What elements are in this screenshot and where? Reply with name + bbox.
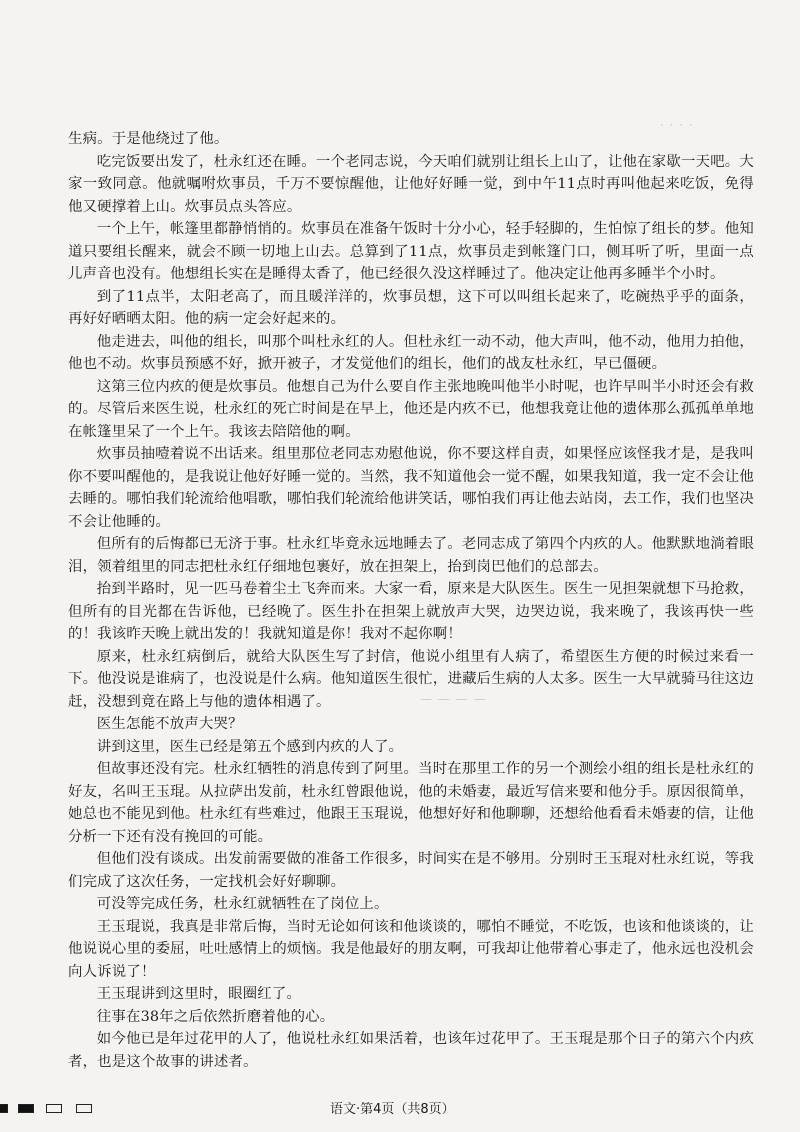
paragraph: 原来，杜永红病倒后，就给大队医生写了封信，他说小组里有人病了，希望医生方便的时候过来看一下。他没说是谁病了，也没说是什么病。他知道医生很忙，进藏后生病的人太多。医生一大早就骑马往这边赶，没想到竟在路上与他的遗体相遇了。 [68, 648, 754, 710]
registration-mark [0, 1104, 8, 1113]
story-text [68, 128, 754, 1073]
registration-mark [76, 1104, 92, 1113]
paragraph: 王玉琨讲到这里时，眼圈红了。 [96, 986, 302, 1002]
paragraph: 一个上午，帐篷里都静悄悄的。炊事员在准备午饭时十分小心，轻手轻脚的，生怕惊了组长的梦。他知道只要组长醒来，就会不顾一切地上山去。总算到了11点，炊事员走到帐篷门口，侧耳听了听，里面一点儿声音也没有。他想组长实在是睡得太香了，他已经很久没这样睡过了。他决定让他再多睡半个小时。 [68, 221, 754, 282]
page-number: 语文·第4页（共8页） [330, 1102, 455, 1117]
paragraph: 如今他已是年过花甲的人了，他说杜永红如果活着，也该年过花甲了。王玉琨是那个日子的第六个内疚者，也是这个故事的讲述者。 [68, 1031, 754, 1070]
paragraph: 吃完饭要出发了，杜永红还在睡。一个老同志说，今天咱们就别让组长上山了，让他在家歇一天吧。大家一致同意。他就嘱咐炊事员，千万不要惊醒他，让他好好睡一觉，到中午11点时再叫他起来吃饭，免得他又硬撑着上山。炊事员点头答应。 [68, 153, 754, 215]
paragraph: 到了11点半，太阳老高了，而且暖洋洋的，炊事员想，这下可以叫组长起来了，吃碗热乎乎的面条，再好好晒晒太阳。他的病一定会好起来的。 [68, 288, 754, 327]
paragraph: 王玉琨说，我真是非常后悔，当时无论如何该和他谈谈的，哪怕不睡觉，不吃饭，也该和他谈谈的，让他说说心里的委屈，吐吐感情上的烦恼。我是他最好的朋友啊，可我却让他带着心事走了，他永远也没机会向人诉说了！ [68, 918, 754, 980]
paragraph: 但故事还没有完。杜永红牺牲的消息传到了阿里。当时在那里工作的另一个测绘小组的组长是杜永红的好友，名叫王玉琨。从拉萨出发前，杜永红曾跟他说，他的未婚妻，最近写信来要和他分手。原因很简单，她总也不能见到他。杜永红有些难过，他跟王玉琨说，他想好好和他聊聊，还想给他看看未婚妻的信，让他分析一下还有没有挽回的可能。 [68, 761, 754, 845]
paragraph: 抬到半路时，见一匹马卷着尘土飞奔而来。大家一看，原来是大队医生。医生一见担架就想下马抢救，但所有的目光都在告诉他，已经晚了。医生扑在担架上就放声大哭，边哭边说，我来晚了，我该再快一些的！我该昨天晚上就出发的！我就知道是你！我对不起你啊！ [68, 581, 754, 642]
paragraph: 可没等完成任务，杜永红就牺牲在了岗位上。 [96, 896, 389, 912]
paragraph: 但他们没有谈成。出发前需要做的准备工作很多，时间实在是不够用。分别时王玉琨对杜永红说，等我们完成了这次任务，一定找机会好好聊聊。 [68, 851, 754, 890]
paragraph: 他走进去，叫他的组长，叫那个叫杜永红的人。但杜永红一动不动，他大声叫，他不动，他用力拍他，他也不动。炊事员预感不好，掀开被子，才发觉他们的组长，他们的战友杜永红，早已僵硬。 [68, 333, 754, 372]
bleed-through-mark: · · · · [660, 118, 694, 132]
page-footer [0, 1098, 800, 1118]
paragraph: 这第三位内疚的便是炊事员。他想自己为什么要自作主张地晚叫他半小时呢，也许早叫半小时还会有救的。尽管后来医生说，杜永红的死亡时间是在早上，他还是内疚不已，他想我竟让他的遗体那么孤孤单单地在帐篷里呆了一个上午。我该去陪陪他的啊。 [68, 378, 754, 440]
paragraph: 医生怎能不放声大哭？ [96, 716, 243, 732]
paragraph: 往事在38年之后依然折磨着他的心。 [96, 1008, 335, 1025]
paragraph: 生病。于是他绕过了他。 [68, 131, 229, 147]
paragraph: 炊事员抽噎着说不出话来。组里那位老同志劝慰他说，你不要这样自责，如果怪应该怪我才是，是我叫你不要叫醒他的，是我说让他好好睡一觉的。当然，我不知道他会一觉不醒，如果我知道，我一定不会让他去睡的。哪怕我们轮流给他唱歌，哪怕我们轮流给他讲笑话，哪怕我们再让他去站岗，去工作，我们也坚决不会让他睡的。 [68, 446, 754, 530]
paragraph: 讲到这里，医生已经是第五个感到内疚的人了。 [96, 738, 404, 755]
registration-mark [46, 1104, 62, 1113]
registration-mark [18, 1104, 34, 1113]
paragraph: 但所有的后悔都已无济于事。杜永红毕竟永远地睡去了。老同志成了第四个内疚的人。他默默地淌着眼泪，领着组里的同志把杜永红仔细地包裹好，放在担架上，抬到岗巴他们的总部去。 [68, 536, 754, 575]
bleed-through-mark: — — — — [420, 692, 487, 706]
